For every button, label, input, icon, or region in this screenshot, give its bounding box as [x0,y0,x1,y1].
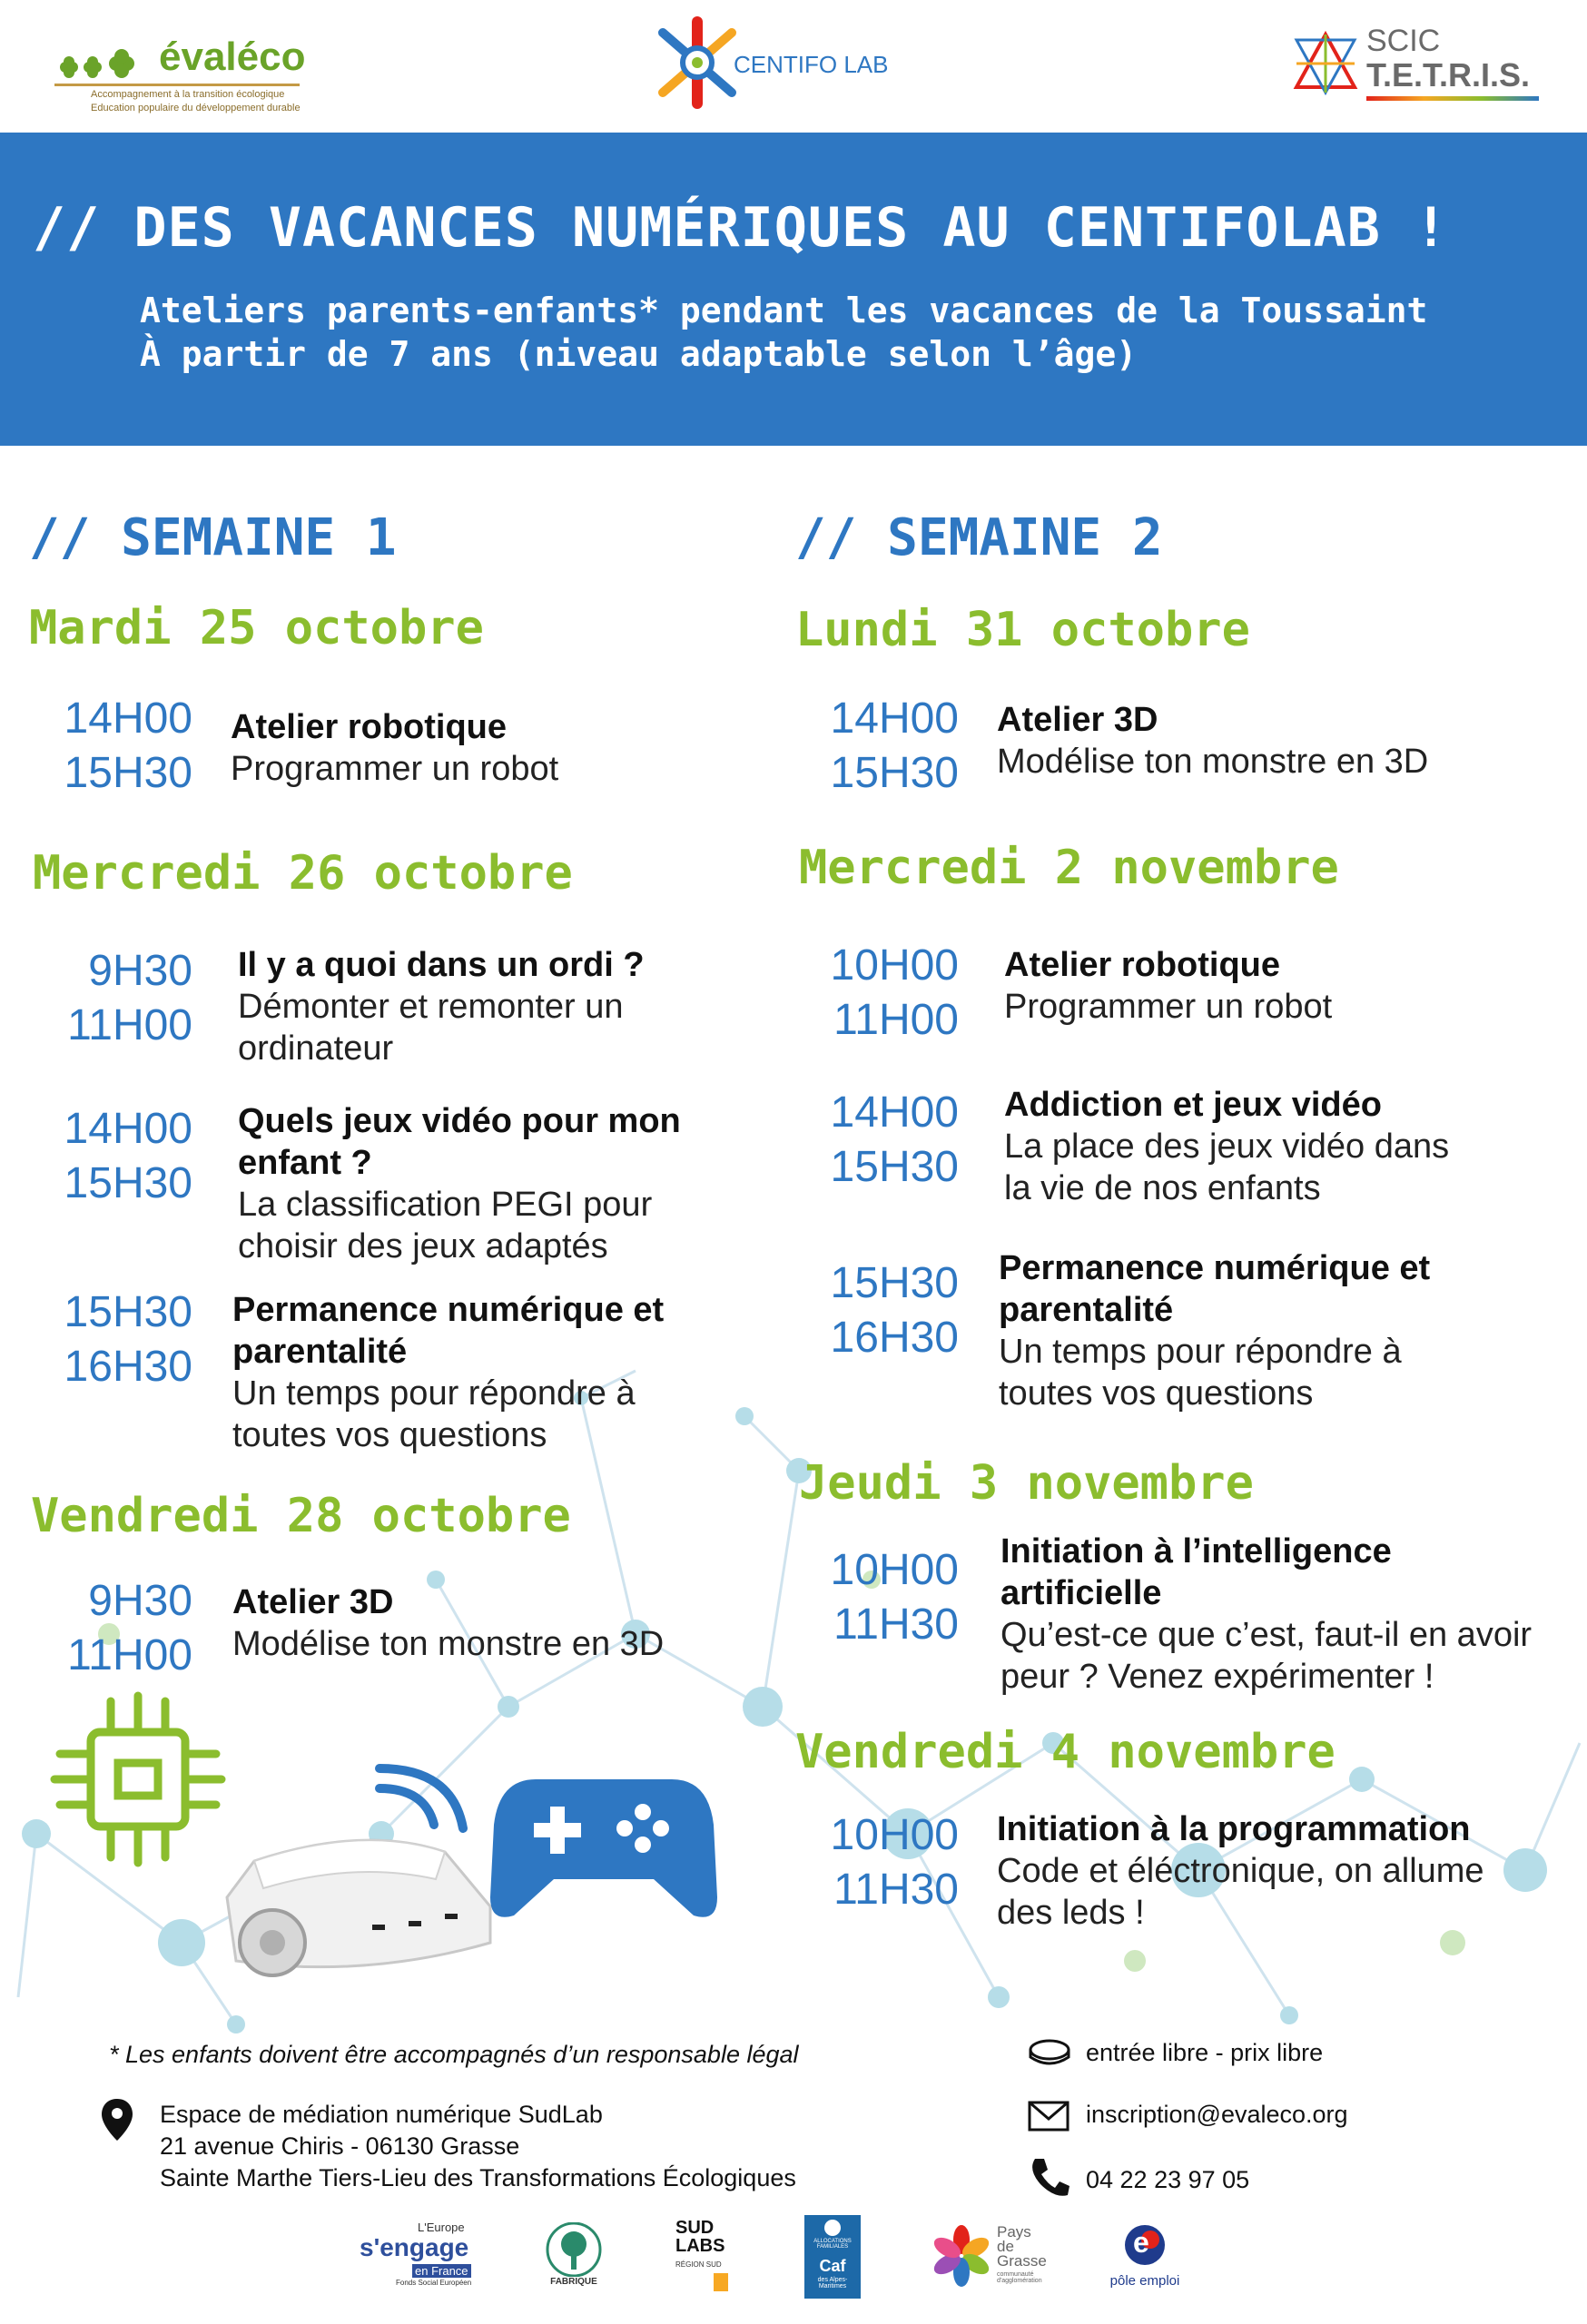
phone-icon [1028,2157,1070,2197]
event [238,944,710,1069]
event [1004,944,1549,1028]
coins-icon [1028,2037,1071,2068]
robot-illustration [218,1761,508,1997]
address-block [160,2099,796,2194]
event-time [803,1543,959,1652]
location-pin-icon [102,2099,133,2141]
caf-icon [822,2217,843,2239]
start-time: 10H00 [830,1811,959,1859]
event-time [803,1808,959,1917]
fabrique-label: FABRIQUE [550,2277,597,2287]
evaleco-name: évaléco [159,34,306,79]
day-heading: Mardi 25 octobre [29,601,484,655]
sudlabs-line-2: LABS [675,2236,725,2256]
divider [54,84,300,86]
end-time: 15H30 [830,1143,959,1191]
event [232,1289,695,1456]
week-2-title: // SEMAINE 2 [795,508,1163,567]
sudlabs-logo [675,2219,730,2295]
chip-icon [47,1689,229,1870]
europe-label-top: L'Europe [418,2221,465,2234]
address-line-3: Sainte Marthe Tiers-Lieu des Transformations Écologiques [160,2164,796,2191]
start-time: 15H30 [830,1259,959,1307]
event [238,1100,710,1267]
event-title: Addiction et jeux vidéo [1004,1086,1382,1124]
start-time: 14H00 [830,1088,959,1137]
email-link[interactable]: inscription@evaleco.org [1086,2101,1348,2128]
event-description: Un temps pour répondre à toutes vos questions [999,1333,1402,1413]
tetris-logo [1289,24,1543,105]
end-time: 11H30 [833,1866,959,1914]
evaleco-tagline-2: Education populaire du développement durable [91,103,301,113]
tetris-icon [1289,27,1362,100]
centifolab-logo [652,13,924,113]
subtitle-line-1: Ateliers parents-enfants* pendant les vacances de la Toussaint [140,290,1428,330]
europe-fund: Fonds Social Européen [396,2279,472,2287]
end-time: 11H00 [67,1001,192,1049]
europe-label-bot: en France [412,2264,471,2278]
event-time [803,692,959,801]
week-1-title: // SEMAINE 1 [29,508,397,567]
end-time: 16H30 [830,1314,959,1362]
grasse-line-1: Pays [997,2223,1031,2240]
event-time [36,1102,192,1211]
price-info: entrée libre - prix libre [1086,2039,1324,2066]
event-title: Atelier 3D [232,1583,394,1621]
event-title: Il y a quoi dans un ordi ? [238,946,645,984]
tree-icon [542,2222,606,2277]
caf-logo [804,2215,861,2299]
mail-icon [1028,2101,1070,2132]
end-time: 15H30 [64,749,192,797]
start-time: 9H30 [88,1577,192,1625]
phone-number[interactable]: 04 22 23 97 05 [1086,2166,1250,2193]
region-badge [714,2273,728,2291]
event-title: Atelier 3D [997,701,1158,739]
day-heading: Mercredi 2 novembre [799,841,1339,895]
event-time [803,1086,959,1195]
day-heading: Lundi 31 octobre [795,603,1250,657]
pole-emploi-logo [1104,2222,1186,2299]
event-description: Programmer un robot [231,750,559,788]
day-heading: Vendredi 4 novembre [795,1725,1336,1779]
pole-emploi-label: pôle emploi [1109,2273,1180,2289]
event [232,1581,741,1665]
event-description: Qu’est-ce que c’est, faut-il en avoir peur ? Venez expérimenter ! [1000,1616,1533,1696]
start-time: 14H00 [64,1105,192,1153]
event-time [36,944,192,1053]
start-time: 10H00 [830,941,959,990]
europe-label-mid: s'engage [360,2233,469,2261]
flower-icon [930,2224,993,2288]
event-time [803,1256,959,1365]
end-time: 11H00 [833,996,959,1044]
event-title: Initiation à l’intelligence artificielle [1000,1532,1392,1612]
day-heading: Vendredi 28 octobre [31,1489,571,1543]
tetris-name: T.E.T.R.I.S. [1366,56,1531,94]
event-title: Quels jeux vidéo pour mon enfant ? [238,1102,681,1182]
event-title: Atelier robotique [231,708,508,746]
event-description: Programmer un robot [1004,988,1333,1026]
event [1004,1084,1476,1209]
end-time: 15H30 [830,749,959,797]
event-time [36,1574,192,1683]
event [231,706,739,790]
event-description: Modélise ton monstre en 3D [997,743,1429,781]
tetris-scic: SCIC [1366,24,1441,58]
start-time: 15H30 [64,1288,192,1336]
end-time: 11H30 [833,1600,959,1649]
pole-emploi-mark: e [1133,2226,1149,2259]
address-line-1: Espace de médiation numérique SudLab [160,2101,603,2128]
event-title: Atelier robotique [1004,946,1281,984]
end-time: 16H30 [64,1343,192,1391]
gamepad-icon [490,1770,717,1925]
start-time: 14H00 [830,694,959,743]
start-time: 9H30 [88,947,192,995]
day-heading: Jeudi 3 novembre [799,1456,1254,1511]
event-description: Code et éléctronique, on allume des leds ! [997,1852,1484,1932]
title-banner [0,133,1587,446]
end-time: 11H00 [67,1631,192,1679]
event [1000,1531,1563,1698]
page-title: // DES VACANCES NUMÉRIQUES AU CENTIFOLAB ! [33,196,1449,260]
event-title: Initiation à la programmation [997,1810,1471,1848]
event-title: Permanence numérique et parentalité [999,1249,1431,1329]
start-time: 14H00 [64,694,192,743]
centifolab-name: CENTIFO LAB [734,51,889,78]
event-time [803,939,959,1048]
evaleco-tagline-1: Accompagnement à la transition écologique [91,89,285,100]
centifolab-icon [652,13,743,113]
event [997,1808,1542,1934]
event-description: La classification PEGI pour choisir des jeux adaptés [238,1186,653,1265]
event-description: Modélise ton monstre en 3D [232,1625,665,1663]
sudlabs-line-1: SUD [675,2218,715,2238]
subtitle-line-2: À partir de 7 ans (niveau adaptable selon l’âge) [140,334,1138,374]
event-time [36,1285,192,1394]
event [997,699,1560,783]
grasse-line-4: communauté d'agglomération [997,2271,1042,2284]
day-heading: Mercredi 26 octobre [33,846,573,901]
event [999,1247,1471,1414]
caf-label-1: ALLOCATIONS FAMILIALES [813,2239,852,2250]
address-line-2: 21 avenue Chiris - 06130 Grasse [160,2132,520,2160]
event-title: Permanence numérique et parentalité [232,1291,665,1371]
start-time: 10H00 [830,1546,959,1594]
caf-label-3: des Alpes-Maritimes [817,2277,848,2290]
grasse-line-2: de [997,2238,1014,2255]
pays-de-grasse-logo [930,2224,1066,2297]
clover-icon [45,36,136,91]
europe-logo [360,2221,472,2290]
fabrique-logo [537,2222,610,2295]
event-description: Démonter et remonter un ordinateur [238,988,624,1068]
evaleco-logo [45,27,309,118]
event-time [36,692,192,801]
sudlabs-line-3: RÉGION SUD [675,2260,722,2269]
divider [1366,96,1539,101]
grasse-line-3: Grasse [997,2252,1047,2270]
event-description: La place des jeux vidéo dans la vie de nos enfants [1004,1128,1450,1207]
event-description: Un temps pour répondre à toutes vos questions [232,1374,636,1454]
end-time: 15H30 [64,1159,192,1207]
footnote: * Les enfants doivent être accompagnés d’un responsable légal [109,2041,799,2068]
caf-label-2: Caf [819,2257,846,2275]
